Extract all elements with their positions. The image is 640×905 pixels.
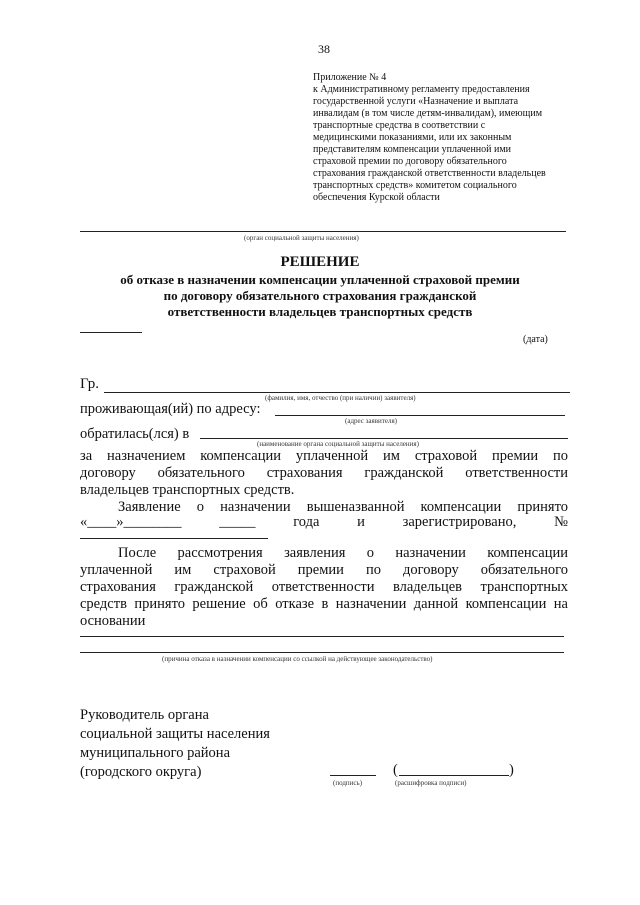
- applied-field-line[interactable]: [200, 438, 568, 439]
- citizen-label: Гр.: [80, 376, 99, 392]
- appendix-line: обеспечения Курской области: [313, 192, 440, 203]
- reason-line-1[interactable]: [80, 636, 564, 637]
- appendix-line: представителям компенсации уплаченной ими: [313, 144, 512, 155]
- decode-close-paren: ): [509, 762, 514, 778]
- para3-last: основании: [80, 613, 146, 629]
- and-word: и: [357, 514, 365, 530]
- address-label: проживающая(ий) по адресу:: [80, 401, 261, 417]
- received-year-field[interactable]: _____: [219, 514, 256, 530]
- para3-line: После рассмотрения заявления о назначении компенсации: [118, 545, 568, 561]
- applied-label: обратилась(лся) в: [80, 426, 190, 442]
- number-sign: №: [554, 514, 568, 530]
- organ-caption: (орган социальной защиты населения): [244, 234, 359, 242]
- para1-line: договору обязательного страхования гражданской ответственности: [80, 465, 568, 481]
- para3-line: средств принято решение об отказе в назначении данной компенсации на: [80, 596, 568, 612]
- appendix-title: Приложение № 4: [313, 72, 387, 83]
- decode-line[interactable]: [399, 775, 509, 776]
- registered-word: зарегистрировано,: [402, 514, 517, 530]
- decision-subtitle: об отказе в назначении компенсации уплаченной страховой премии: [120, 272, 520, 287]
- received-date-field[interactable]: «____»________: [80, 514, 182, 530]
- decision-title: РЕШЕНИЕ: [280, 254, 360, 270]
- address-field-line[interactable]: [275, 415, 565, 416]
- para3-line: уплаченной им страховой премии по договору обязательного: [80, 562, 568, 578]
- decode-open-paren: (: [393, 762, 398, 778]
- year-word: года: [293, 514, 320, 530]
- signature-caption: (подпись): [333, 779, 363, 787]
- decode-caption: (расшифровка подписи): [395, 779, 467, 787]
- reason-caption: (причина отказа в назначении компенсации со ссылкой на действующее законодательство): [162, 655, 433, 663]
- decision-subtitle: ответственности владельцев транспортных средств: [167, 304, 473, 319]
- signature-title-line: (городского округа): [80, 764, 202, 780]
- appendix-line: транспортные средства в соответствии с: [313, 120, 486, 131]
- page-number: 38: [318, 42, 330, 56]
- citizen-caption: (фамилия, имя, отчество (при наличии) заявителя): [265, 394, 416, 402]
- address-caption: (адрес заявителя): [345, 417, 397, 425]
- appendix-line: к Административному регламенту предоставления: [313, 84, 530, 95]
- appendix-line: страхования гражданской ответственности владельцев: [313, 168, 546, 179]
- para1-last: владельцев транспортных средств.: [80, 482, 295, 498]
- signature-line[interactable]: [330, 775, 376, 776]
- appendix-line: медицинскими показаниями, или их законным: [313, 132, 512, 143]
- organ-line: [80, 231, 566, 232]
- citizen-field-line[interactable]: [104, 392, 570, 393]
- para2-line2: [80, 514, 568, 531]
- date-line: [80, 332, 142, 333]
- registration-number-line[interactable]: [80, 538, 268, 539]
- applied-caption: (наименование органа социальной защиты населения): [257, 440, 419, 448]
- appendix-line: страховой премии по договору обязательного: [313, 156, 507, 167]
- signature-title-line: муниципального района: [80, 745, 230, 761]
- para1-line: за назначением компенсации уплаченной им страховой премии по: [80, 448, 568, 464]
- signature-title-line: Руководитель органа: [80, 707, 209, 723]
- signature-title-line: социальной защиты населения: [80, 726, 270, 742]
- decision-subtitle: по договору обязательного страхования гражданской: [163, 288, 477, 303]
- reason-line-2[interactable]: [80, 652, 564, 653]
- appendix-line: государственной услуги «Назначение и выплата: [313, 96, 519, 107]
- para2-line1: Заявление о назначении вышеназванной компенсации принято: [118, 499, 568, 515]
- appendix-line: инвалидам (в том числе детям-инвалидам), имеющим: [313, 108, 543, 119]
- appendix-line: транспортных средств» комитетом социального: [313, 180, 517, 191]
- para3-line: страхования гражданской ответственности владельцев транспортных: [80, 579, 568, 595]
- date-caption: (дата): [523, 334, 548, 345]
